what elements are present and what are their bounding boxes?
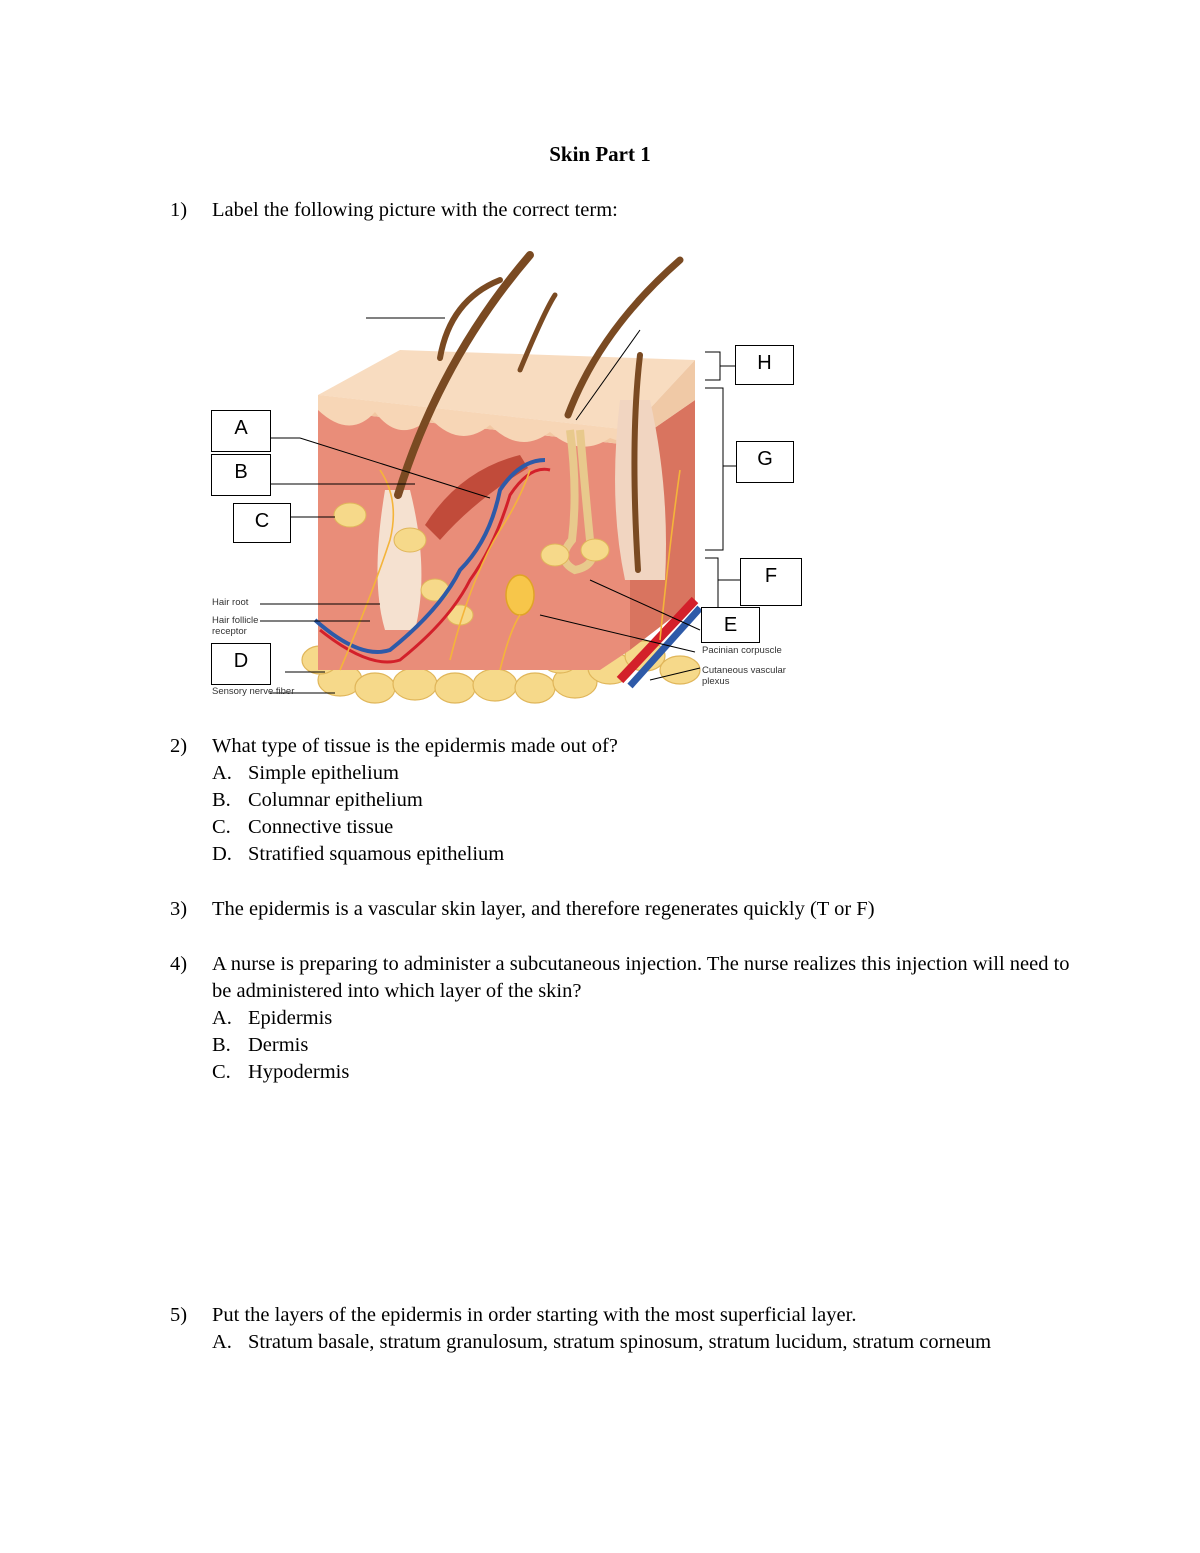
question-text: A nurse is preparing to administer a subcutaneous injection. The nurse realizes this injection will need to be administered into which layer of the skin? bbox=[212, 953, 1070, 1002]
option-text: Connective tissue bbox=[248, 816, 394, 838]
question-number: 4) bbox=[170, 953, 188, 975]
option-text: Columnar epithelium bbox=[248, 789, 423, 811]
label-box-f[interactable]: F bbox=[740, 558, 802, 606]
option-text: Hypodermis bbox=[248, 1061, 350, 1083]
pacinian-corpuscle-label: Pacinian corpuscle bbox=[702, 645, 782, 656]
label-box-g[interactable]: G bbox=[736, 441, 794, 483]
question-number: 5) bbox=[170, 1304, 188, 1326]
answer-option[interactable] bbox=[212, 760, 1070, 787]
option-text: Stratum basale, stratum granulosum, stratum spinosum, stratum lucidum, stratum corneum bbox=[248, 1331, 992, 1353]
answer-option[interactable] bbox=[212, 814, 1070, 841]
option-text: Simple epithelium bbox=[248, 762, 399, 784]
question-number: 3) bbox=[170, 898, 188, 920]
label-box-b[interactable]: B bbox=[211, 454, 271, 496]
option-letter: A. bbox=[212, 1331, 232, 1353]
question-text: What type of tissue is the epidermis made out of? bbox=[212, 735, 618, 757]
question-3 bbox=[170, 896, 1070, 923]
answer-option[interactable] bbox=[212, 787, 1070, 814]
answer-option[interactable] bbox=[212, 1329, 1070, 1356]
question-5 bbox=[170, 1302, 1070, 1356]
sensory-nerve-fiber-label: Sensory nerve fiber bbox=[212, 686, 295, 697]
question-text: The epidermis is a vascular skin layer, and therefore regenerates quickly (T or F) bbox=[212, 898, 875, 920]
option-letter: A. bbox=[212, 1007, 232, 1029]
answer-option[interactable] bbox=[212, 1059, 1070, 1086]
hair-follicle-receptor-label: Hair follicle receptor bbox=[212, 615, 259, 637]
option-letter: C. bbox=[212, 1061, 231, 1083]
question-2 bbox=[170, 733, 1070, 868]
option-text: Epidermis bbox=[248, 1007, 333, 1029]
option-letter: A. bbox=[212, 762, 232, 784]
option-letter: C. bbox=[212, 816, 231, 838]
option-letter: D. bbox=[212, 843, 232, 865]
cutaneous-vascular-plexus-label: Cutaneous vascular plexus bbox=[702, 665, 786, 687]
answer-option[interactable] bbox=[212, 1005, 1070, 1032]
label-box-a[interactable]: A bbox=[211, 410, 271, 452]
option-text: Stratified squamous epithelium bbox=[248, 843, 505, 865]
question-text: Put the layers of the epidermis in order starting with the most superficial layer. bbox=[212, 1304, 857, 1326]
hair-root-label: Hair root bbox=[212, 597, 249, 608]
label-box-h[interactable]: H bbox=[735, 345, 794, 385]
option-letter: B. bbox=[212, 1034, 231, 1056]
label-box-c[interactable]: C bbox=[233, 503, 291, 543]
question-number: 2) bbox=[170, 735, 188, 757]
answer-option[interactable] bbox=[212, 1032, 1070, 1059]
question-text: Label the following picture with the correct term: bbox=[212, 199, 618, 221]
question-number: 1) bbox=[170, 199, 188, 221]
label-box-d[interactable]: D bbox=[211, 643, 271, 685]
skin-diagram bbox=[200, 240, 820, 710]
option-text: Dermis bbox=[248, 1034, 309, 1056]
option-letter: B. bbox=[212, 789, 231, 811]
label-box-e[interactable]: E bbox=[701, 607, 760, 643]
answer-option[interactable] bbox=[212, 841, 1070, 868]
page-title: Skin Part 1 bbox=[549, 142, 651, 166]
question-1 bbox=[170, 197, 1070, 224]
question-4 bbox=[170, 951, 1070, 1086]
